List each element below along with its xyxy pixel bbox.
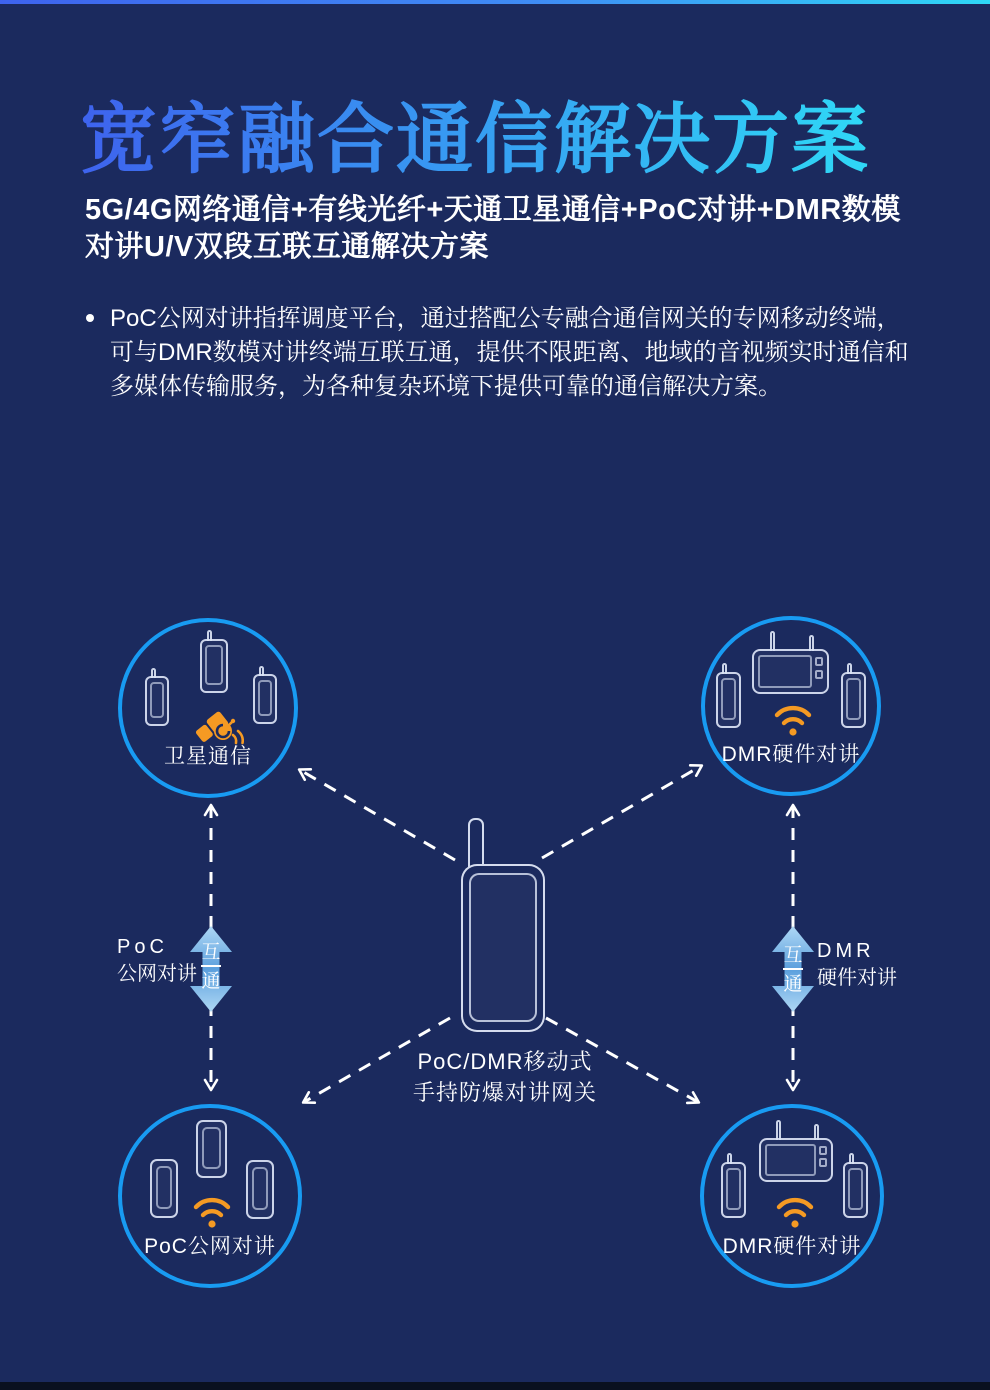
repeater-icon (759, 1138, 833, 1182)
node-dmr-bottom-circle (700, 1104, 884, 1288)
left-link-line-2: 公网对讲 (117, 963, 197, 985)
interlink-badge-left (194, 941, 228, 993)
bullet-dot (86, 314, 94, 322)
wifi-icon (769, 700, 817, 738)
radio-icon (253, 674, 277, 724)
radio-icon (200, 639, 228, 693)
node-satellite-circle (118, 618, 298, 798)
top-accent-bar (0, 0, 990, 4)
node-label: DMR硬件对讲 (722, 1235, 862, 1258)
badge-char: 通 (783, 974, 803, 995)
bottom-dark-strip (0, 1382, 990, 1390)
page-title (80, 86, 940, 190)
subtitle-line-1: 5G/4G网络通信+有线光纤+天通卫星通信+PoC对讲+DMR数模 (85, 194, 901, 226)
gateway-device (461, 864, 545, 1032)
gateway-label-line-1: PoC/DMR移动式 (417, 1049, 593, 1074)
radio-icon (843, 1162, 868, 1218)
phone-icon (150, 1159, 178, 1218)
right-link-label (817, 938, 897, 992)
subtitle-line-2: 对讲U/V双段互联互通解决方案 (85, 231, 489, 263)
bullet-text: PoC公网对讲指挥调度平台，通过搭配公专融合通信网关的专网移动终端，可与DMR数模对讲终端互联互通，提供不限距离、地域的音视频实时通信和多媒体传输服务，为各种复杂环境下提供可靠的通信解决方案。 (110, 305, 909, 400)
node-label: DMR硬件对讲 (721, 743, 861, 766)
node-poc-bottom-circle (118, 1104, 302, 1288)
phone-icon (196, 1120, 227, 1178)
radio-icon (145, 676, 169, 726)
right-link-line-1: DMR (817, 940, 875, 962)
left-link-label (117, 934, 197, 988)
gateway-antenna (468, 818, 484, 870)
radio-icon (841, 672, 866, 728)
subtitle (85, 192, 955, 266)
wifi-icon (188, 1192, 236, 1230)
dashed-arrow-to-satellite (300, 770, 455, 860)
repeater-icon (752, 649, 829, 694)
bullet-item (84, 302, 914, 404)
phone-icon (246, 1160, 274, 1219)
dashed-arrow-to-dmr-top (542, 766, 701, 858)
gateway-label (355, 1046, 655, 1108)
left-link-line-1: PoC (117, 936, 168, 958)
right-link-line-2: 硬件对讲 (817, 967, 897, 989)
radio-icon (721, 1162, 746, 1218)
badge-char: 互 (783, 944, 803, 970)
interlink-badge-right (776, 944, 810, 996)
radio-icon (716, 672, 741, 728)
gateway-screen (469, 873, 537, 1022)
node-label: 卫星通信 (164, 745, 252, 768)
page-title-text: 宽窄融合通信解决方案 (80, 97, 870, 183)
badge-char: 通 (201, 971, 221, 992)
node-dmr-top-circle (701, 616, 881, 796)
badge-char: 互 (201, 941, 221, 967)
gateway-label-line-2: 手持防爆对讲网关 (412, 1080, 597, 1105)
wifi-icon (771, 1192, 819, 1230)
node-label: PoC公网对讲 (144, 1235, 276, 1258)
